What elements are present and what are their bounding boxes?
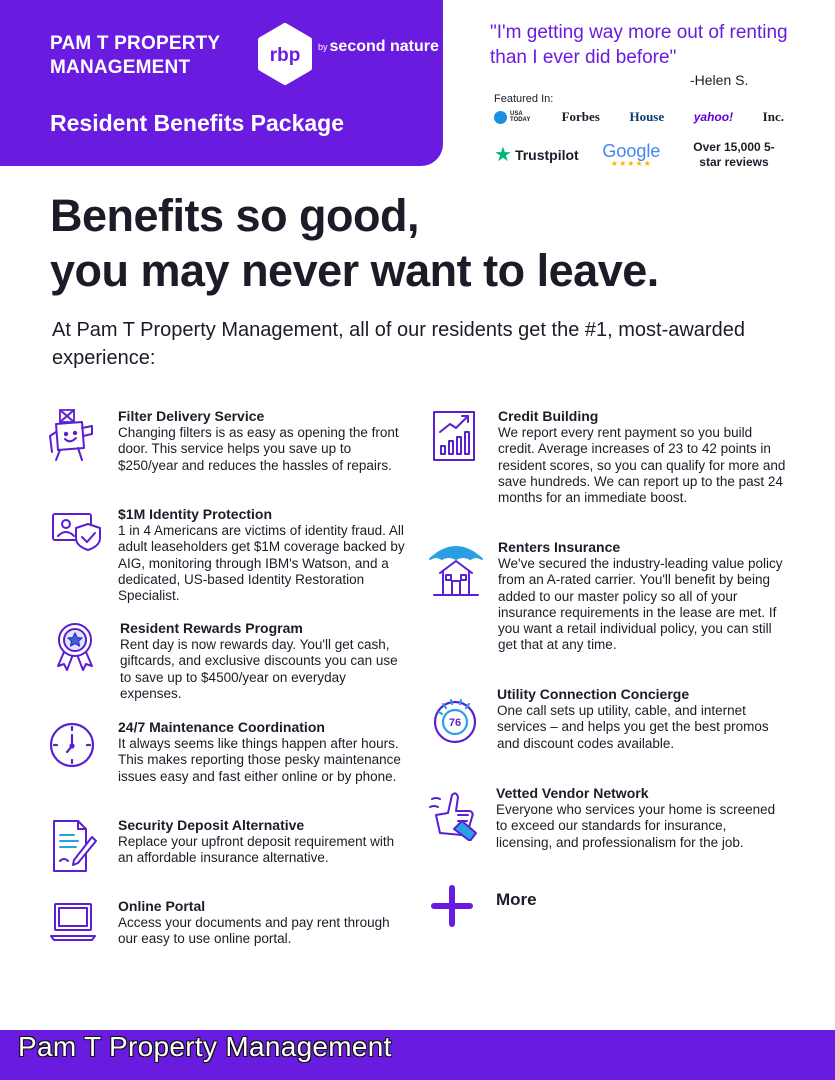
trustpilot-logo: [494, 145, 579, 165]
benefit-text: [497, 686, 787, 752]
company-name: PAM T PROPERTY MANAGEMENT: [50, 33, 220, 78]
award-ribbon-icon: [50, 620, 106, 676]
benefit-desc: Replace your upfront deposit requirement with an affordable insurance alternative.: [118, 834, 395, 866]
forbes-logo: Forbes: [561, 109, 600, 124]
benefit-text: [496, 890, 537, 910]
more-label: More: [496, 890, 537, 909]
house-logo: House: [629, 109, 665, 124]
intro-text: At Pam T Property Management, all of our residents get the #1, most-awarded experience:: [52, 319, 745, 369]
partner-logo: [318, 40, 439, 54]
benefit-text: [118, 408, 413, 474]
rating-stars-icon: ★★★★★: [610, 159, 652, 168]
by-label: by: [318, 42, 328, 52]
trustpilot-text: Trustpilot: [514, 147, 579, 163]
benefit-desc: Access your documents and pay rent through our easy to use online portal.: [118, 915, 390, 947]
thermostat-icon: [427, 686, 483, 742]
package-title: Resident Benefits Package: [50, 110, 345, 136]
benefit-title: Filter Delivery Service: [118, 408, 265, 424]
benefit-desc: We report every rent payment so you build credit. Average increases of 23 to 42 points in resident scores, so you can qualify for more and save hundreds. We can report up to the past 24 months for an immediate boost.: [498, 425, 786, 506]
review-logos: [494, 138, 784, 172]
benefit-desc: One call sets up utility, cable, and internet services – and helps you get the best promos and discount codes available.: [497, 703, 769, 751]
house-umbrella-icon: [428, 539, 484, 595]
benefit-text: [118, 898, 408, 948]
rbp-logo-text: rbp: [269, 45, 301, 66]
benefit-title: Vetted Vendor Network: [496, 785, 649, 801]
footer-text: Pam T Property Management: [18, 1031, 392, 1062]
press-logos: [494, 107, 784, 127]
benefit-text: [118, 719, 408, 785]
benefit-text: [118, 817, 408, 867]
benefit-text: [120, 620, 410, 702]
usa-today-logo: [494, 111, 532, 124]
google-text: Google: [602, 141, 661, 161]
benefit-text: [496, 785, 786, 851]
thermostat-value: 76: [448, 717, 462, 729]
benefit-desc: We've secured the industry-leading value policy from an A-rated carrier. You'll benefit by being added to our master policy so all of your insurance requirements in the lease are met. If you want a retail individual policy, you can still get that at any time.: [498, 556, 783, 653]
benefit-title: $1M Identity Protection: [118, 506, 273, 522]
inc-logo: Inc.: [762, 109, 784, 124]
benefit-desc: Changing filters is as easy as opening the front door. This service helps you save up to $250/year and reduces the hassles of repairs.: [118, 425, 399, 473]
partner-name: second nature: [329, 38, 439, 55]
page-headline: [50, 188, 810, 298]
laptop-icon: [48, 898, 104, 954]
benefit-desc: Everyone who services your home is screened to exceed our standards for insurance, licensing, and professionalism for the job.: [496, 802, 776, 850]
review-count: Over 15,000 5-star reviews: [693, 140, 775, 169]
featured-label: Featured In:: [494, 93, 554, 105]
thumbs-up-icon: [426, 785, 482, 841]
benefit-text: [498, 539, 788, 654]
benefit-title: 24/7 Maintenance Coordination: [118, 719, 325, 735]
usa-today-dot-icon: [494, 111, 507, 124]
rbp-logo: [254, 23, 316, 85]
benefit-text: [118, 506, 413, 604]
header-card: [0, 0, 443, 166]
headline-line-1: Benefits so good,: [50, 190, 420, 241]
trustpilot-star-icon: ★: [494, 144, 512, 166]
testimonial-quote: "I'm getting way more out of renting than I ever did before": [490, 22, 788, 68]
clock-icon: [48, 719, 104, 775]
benefit-desc: Rent day is now rewards day. You'll get cash, giftcards, and exclusive discounts you can use to save up to $4500/year on everyday expenses.: [120, 637, 398, 701]
benefit-title: Resident Rewards Program: [120, 620, 303, 636]
growth-chart-icon: [428, 408, 484, 464]
filter-box-icon: [48, 408, 104, 464]
benefit-desc: 1 in 4 Americans are victims of identity fraud. All adult leaseholders get $1M coverage backed by AIG, monitoring through IBM's Watson, and a dedicated, US-based Identity Restoration Specialist.: [118, 523, 405, 604]
headline-line-2: you may never want to leave.: [50, 245, 659, 296]
testimonial-author: -Helen S.: [690, 72, 749, 88]
yahoo-logo: yahoo!: [693, 110, 734, 124]
usa-today-text: USA TODAY: [510, 111, 531, 123]
identity-shield-icon: [48, 506, 104, 562]
benefit-title: Online Portal: [118, 898, 206, 914]
google-logo: [602, 142, 660, 168]
benefit-desc: It always seems like things happen after hours. This makes reporting those pesky maintenance issues easy and fast either online or by phone.: [118, 736, 401, 784]
benefit-title: Renters Insurance: [498, 539, 621, 555]
document-pen-icon: [48, 817, 104, 873]
plus-icon: [430, 884, 486, 940]
benefit-text: [498, 408, 788, 506]
benefit-title: Credit Building: [498, 408, 599, 424]
benefit-title: Security Deposit Alternative: [118, 817, 305, 833]
benefit-title: Utility Connection Concierge: [497, 686, 690, 702]
